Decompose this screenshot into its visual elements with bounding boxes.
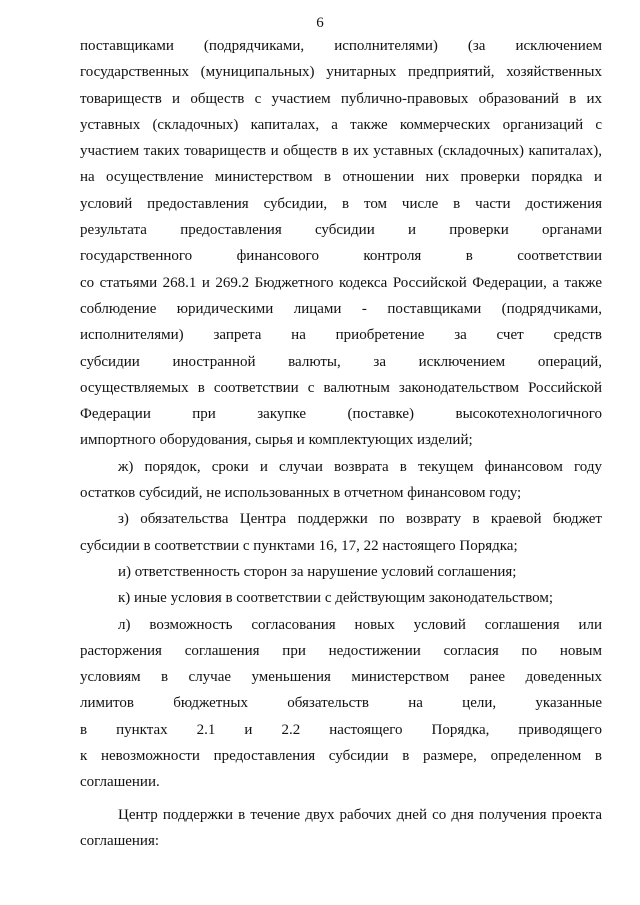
text-line: импортного оборудования, сырья и комплектующих изделий; (80, 432, 473, 449)
text-line: Центр поддержки в течение двух рабочих дней со дня получения проекта (118, 806, 602, 823)
text-line: субсидии в соответствии с пунктами 16, 17, 22 настоящего Порядка; (80, 537, 518, 554)
text-line: исполнителями) запрета на приобретение за счет средств (80, 327, 602, 344)
text-line: лимитов бюджетных обязательств на цели, указанные (80, 695, 602, 712)
page-number: 6 (316, 15, 324, 31)
paragraph-continuation (80, 33, 602, 454)
text-line: остатков субсидий, не использованных в отчетном финансовом году; (80, 485, 522, 502)
paragraph-item-i (80, 559, 602, 585)
text-line: условиям в случае уменьшения министерством ранее доведенных (80, 669, 602, 686)
text-line: л) возможность согласования новых условий соглашения или (118, 616, 602, 633)
text-line: в пунктах 2.1 и 2.2 настоящего Порядка, приводящего (80, 721, 602, 738)
text-line: на осуществление министерством в отношении них проверки порядка и (80, 169, 602, 186)
text-line: Федерации при закупке (поставке) высокотехнологичного (80, 406, 602, 423)
paragraph-center-support (80, 802, 602, 855)
text-line: соглашении. (80, 774, 160, 791)
text-line: осуществляемых в соответствии с валютным законодательством Российской (80, 379, 602, 396)
text-line: поставщиками (подрядчиками, исполнителями) (за исключением (80, 38, 602, 54)
paragraph-item-k (80, 585, 602, 611)
text-line: участием таких товариществ и обществ в их уставных (складочных) капиталах), (80, 143, 602, 160)
paragraph-item-zh (80, 454, 602, 507)
text-line: з) обязательства Центра поддержки по возврату в краевой бюджет (118, 511, 602, 528)
text-line: ж) порядок, сроки и случаи возврата в текущем финансовом году (118, 458, 602, 475)
paragraph-item-l (80, 612, 602, 796)
text-line: к) иные условия в соответствии с действующим законодательством; (118, 590, 554, 607)
text-line: государственного финансового контроля в соответствии (80, 248, 602, 265)
text-line: соблюдение юридическими лицами - поставщиками (подрядчиками, (80, 300, 602, 317)
text-line: со статьями 268.1 и 269.2 Бюджетного кодекса Российской Федерации, а также (80, 274, 602, 291)
text-line: расторжения соглашения при недостижении согласия по новым (80, 642, 602, 659)
text-line: к невозможности предоставления субсидии в размере, определенном в (80, 748, 602, 765)
text-line: условий предоставления субсидии, в том числе в части достижения (80, 195, 602, 212)
text-line: результата предоставления субсидии и проверки органами (80, 222, 602, 239)
text-line: соглашения: (80, 832, 160, 849)
document-body (80, 33, 602, 854)
text-line: субсидии иностранной валюты, за исключением операций, (80, 353, 602, 370)
paragraph-item-z (80, 506, 602, 559)
text-line: уставных (складочных) капиталах, а также коммерческих организаций с (80, 116, 602, 133)
text-line: и) ответственность сторон за нарушение условий соглашения; (118, 563, 517, 580)
text-line: товариществ и обществ с участием публично-правовых образований в их (80, 90, 602, 107)
text-line: государственных (муниципальных) унитарных предприятий, хозяйственных (80, 64, 602, 81)
